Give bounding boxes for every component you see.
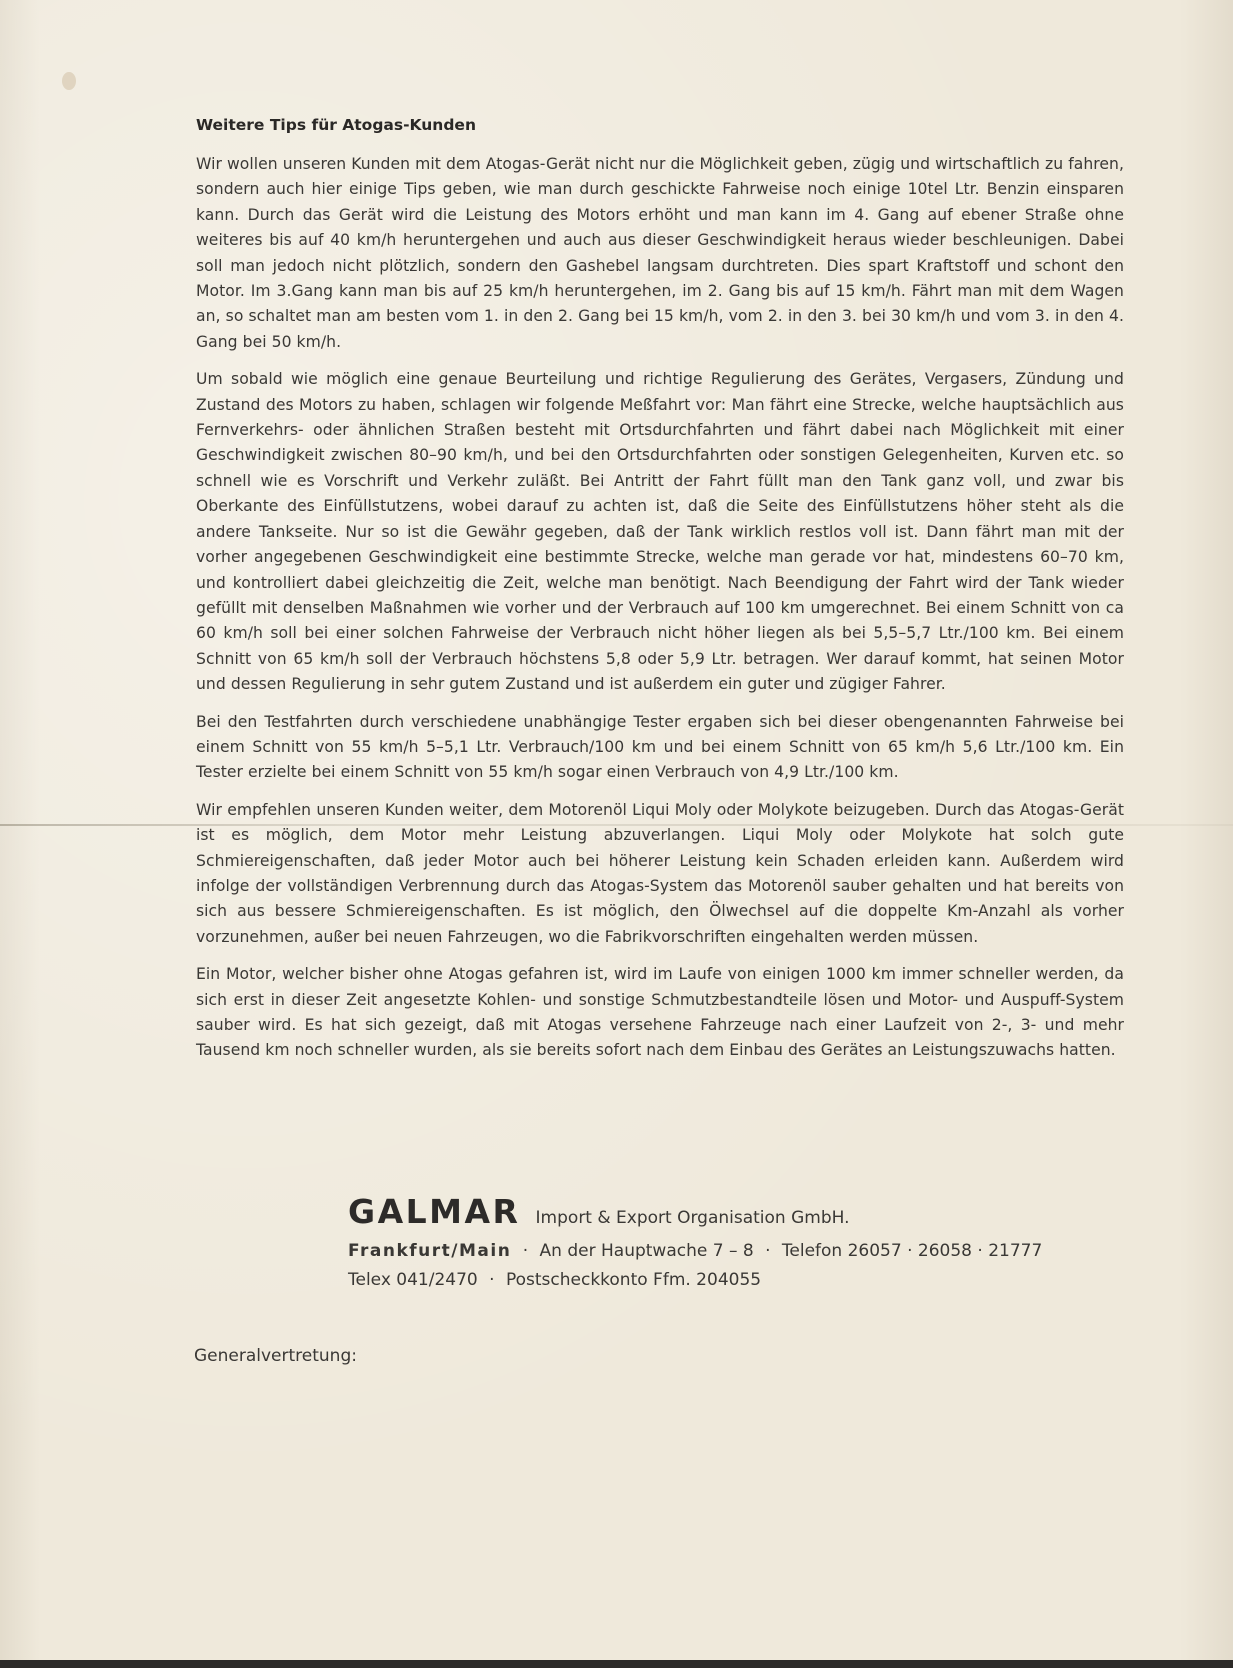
company-line bbox=[348, 1192, 1128, 1231]
separator-dot: · bbox=[489, 1270, 495, 1290]
company-city: Frankfurt/Main bbox=[348, 1241, 512, 1261]
separator-dot: · bbox=[765, 1241, 771, 1261]
scan-bottom-edge bbox=[0, 1660, 1233, 1668]
company-subtitle: Import & Export Organisation GmbH. bbox=[535, 1208, 850, 1228]
company-name: GALMAR bbox=[348, 1192, 521, 1231]
company-postscheck: Postscheckkonto Ffm. 204055 bbox=[505, 1270, 762, 1290]
company-telex: Telex 041/2470 bbox=[348, 1270, 478, 1290]
document-body bbox=[196, 116, 1124, 1076]
company-telefon: Telefon 26057 · 26058 · 21777 bbox=[781, 1241, 1043, 1261]
general-representation-label: Generalvertretung: bbox=[194, 1346, 357, 1366]
paragraph-test-results: Bei den Testfahrten durch verschiedene unabhängige Tester ergaben sich bei dieser obengenannten Fahrweise bei einem Schnitt von 55 km/h 5–5,1 Ltr. Verbrauch/100 km und bei einem Schnitt von 65 km/h 5,6 Ltr./100 km. Ein Tester erzielte bei einem Schnitt von 55 km/h sogar einen Verbrauch von 4,9 Ltr./100 km. bbox=[196, 712, 1124, 782]
paragraph-tips: Wir wollen unseren Kunden mit dem Atogas-Gerät nicht nur die Möglichkeit geben, zügig und wirtschaftlich zu fahren, sondern auch hier einige Tips geben, wie man durch geschickte Fahrweise noch einige 10tel Ltr. Benzin einsparen kann. Durch das Gerät wird die Leistung des Motors erhöht und man kann im 4. Gang auf ebener Straße ohne weiteres bis auf 40 km/h heruntergehen und auch aus dieser Geschwindigkeit heraus wieder beschleunigen. Dabei soll man jedoch nicht plötzlich, sondern den Gashebel langsam durchtreten. Dies spart Kraftstoff und schont den Motor. Im 3.Gang kann man bis auf 25 km/h heruntergehen, im 2. Gang bis auf 15 km/h. Fährt man mit dem Wagen an, so schaltet man am besten vom 1. in den 2. Gang bei 15 km/h, vom 2. in den 3. bei 30 km/h und vom 3. in den 4. Gang bei 50 km/h. bbox=[196, 155, 1124, 351]
address-line bbox=[348, 1241, 1128, 1261]
company-signature-block bbox=[348, 1192, 1128, 1290]
separator-dot: · bbox=[522, 1241, 529, 1261]
paragraph-measurement-drive: Um sobald wie möglich eine genaue Beurteilung und richtige Regulierung des Gerätes, Vergasers, Zündung und Zustand des Motors zu haben, schlagen wir folgende Meßfahrt vor: Man fährt eine Strecke, welche hauptsächlich aus Fernverkehrs- oder ähnlichen Straßen besteht mit Ortsdurchfahrten und fährt dabei nach Möglichkeit mit einer Geschwindigkeit zwischen 80–90 km/h, und bei den Ortsdurchfahrten oder sonstigen Gelegenheiten, Kurven etc. so schnell wie es Vorschrift und Verkehr zuläßt. Bei Antritt der Fahrt füllt man den Tank ganz voll, und zwar bis Oberkante des Einfüllstutzens, wobei darauf zu achten ist, daß die Seite des Einfüllstutzens höher steht als die andere Tankseite. Nur so ist die Gewähr gegeben, daß der Tank wirklich restlos voll ist. Dann fährt man mit der vorher angegebenen Geschwindigkeit eine bestimmte Strecke, welche man gerade vor hat, mindestens 60–70 km, und kontrolliert dabei gleichzeitig die Zeit, welche man benötigt. Nach Beendigung der Fahrt wird der Tank wieder gefüllt mit denselben Maßnahmen wie vorher und der Verbrauch auf 100 km umgerechnet. Bei einem Schnitt von ca 60 km/h soll bei einer solchen Fahrweise der Verbrauch nicht höher liegen als bei 5,5–5,7 Ltr./100 km. Bei einem Schnitt von 65 km/h soll der Verbrauch höchstens 5,8 oder 5,9 Ltr. betragen. Wer darauf kommt, hat seinen Motor und dessen Regulierung in sehr gutem Zustand und ist außerdem ein guter und zügiger Fahrer. bbox=[196, 370, 1124, 694]
telex-line bbox=[348, 1270, 1128, 1290]
document-heading: Weitere Tips für Atogas-Kunden bbox=[196, 116, 476, 134]
paragraph-motor-oil: Wir empfehlen unseren Kunden weiter, dem Motorenöl Liqui Moly oder Molykote beizugeben. Durch das Atogas-Gerät ist es möglich, dem Motor mehr Leistung abzuverlangen. Liqui Moly oder Molykote hat solch gute Schmiereigenschaften, daß jeder Motor auch bei höherer Leistung kein Schaden erleiden kann. Außerdem wird infolge der vollständigen Verbrennung durch das Atogas-System das Motorenöl sauber gehalten und hat bereits von sich aus bessere Schmiereigenschaften. Es ist möglich, den Ölwechsel auf die doppelte Km-Anzahl als vorher vorzunehmen, außer bei neuen Fahrzeugen, wo die Fabrikvorschriften eingehalten werden müssen. bbox=[196, 800, 1124, 946]
company-address: An der Hauptwache 7 – 8 bbox=[539, 1241, 754, 1261]
paper-stain bbox=[62, 72, 76, 90]
paragraph-break-in: Ein Motor, welcher bisher ohne Atogas gefahren ist, wird im Laufe von einigen 1000 km immer schneller werden, da sich erst in dieser Zeit angesetzte Kohlen- und sonstige Schmutzbestandteile lösen und Motor- und Auspuff-System sauber wird. Es hat sich gezeigt, daß mit Atogas versehene Fahrzeuge nach einer Laufzeit von 2-, 3- und mehr Tausend km noch schneller wurden, als sie bereits sofort nach dem Einbau des Gerätes an Leistungszuwachs hatten. bbox=[196, 965, 1124, 1060]
